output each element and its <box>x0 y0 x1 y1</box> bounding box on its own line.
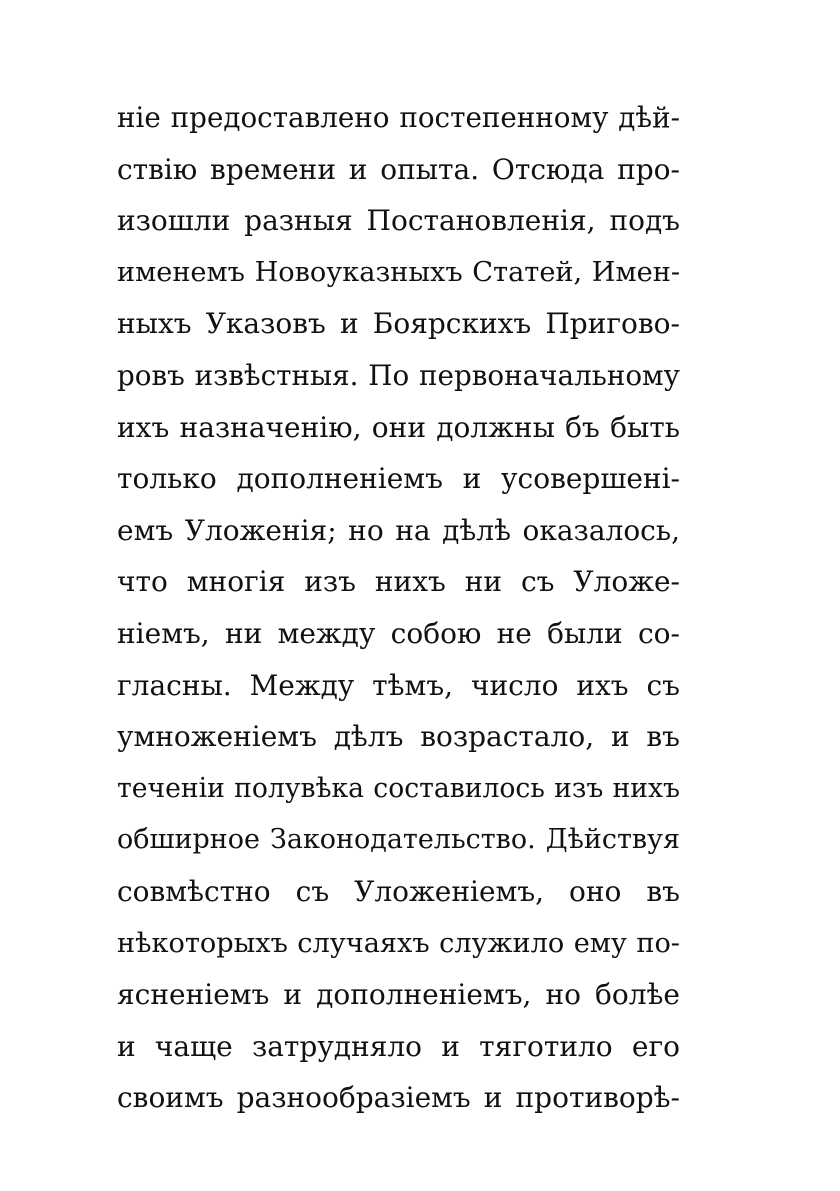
text-line: теченіи полувѣка составилось изъ нихъ <box>117 772 680 804</box>
text-line: ніе предоставлено постепенному дѣй- <box>117 101 680 134</box>
text-line: ныхъ Указовъ и Боярскихъ Пригово- <box>117 307 680 341</box>
text-line: умноженіемъ дѣлъ возрастало, и въ <box>117 720 680 754</box>
body-text <box>117 96 680 1128</box>
text-line: ихъ назначенію, они должны бъ быть <box>117 410 680 444</box>
text-line: изошли разныя Постановленія, подъ <box>117 204 680 238</box>
text-line: ясненіемъ и дополненіемъ, но болѣе <box>117 978 680 1012</box>
text-line: нѣкоторыхъ случаяхъ служило ему по- <box>117 927 680 959</box>
text-line: и чаще затрудняло и тяготило его <box>117 1029 680 1063</box>
text-line: емъ Уложенія; но на дѣлѣ оказалось, <box>117 513 680 547</box>
text-line: ствію времени и опыта. Отсюда про- <box>117 152 680 186</box>
text-line: ніемъ, ни между собою не были со- <box>117 616 680 650</box>
text-line: что многія изъ нихъ ни съ Уложе- <box>117 565 680 599</box>
text-line: гласны. Между тѣмъ, число ихъ съ <box>117 668 680 702</box>
text-line: совмѣстно съ Уложеніемъ, оно въ <box>117 874 680 908</box>
text-line: своимъ разнообразіемъ и противорѣ- <box>117 1081 680 1115</box>
text-line: обширное Законодательство. Дѣйствуя <box>117 824 680 856</box>
text-line: именемъ Новоуказныхъ Статей, Имен- <box>117 256 680 288</box>
text-line: ровъ извѣстныя. По первоначальному <box>117 358 680 392</box>
text-line: только дополненіемъ и усовершені- <box>117 462 680 496</box>
